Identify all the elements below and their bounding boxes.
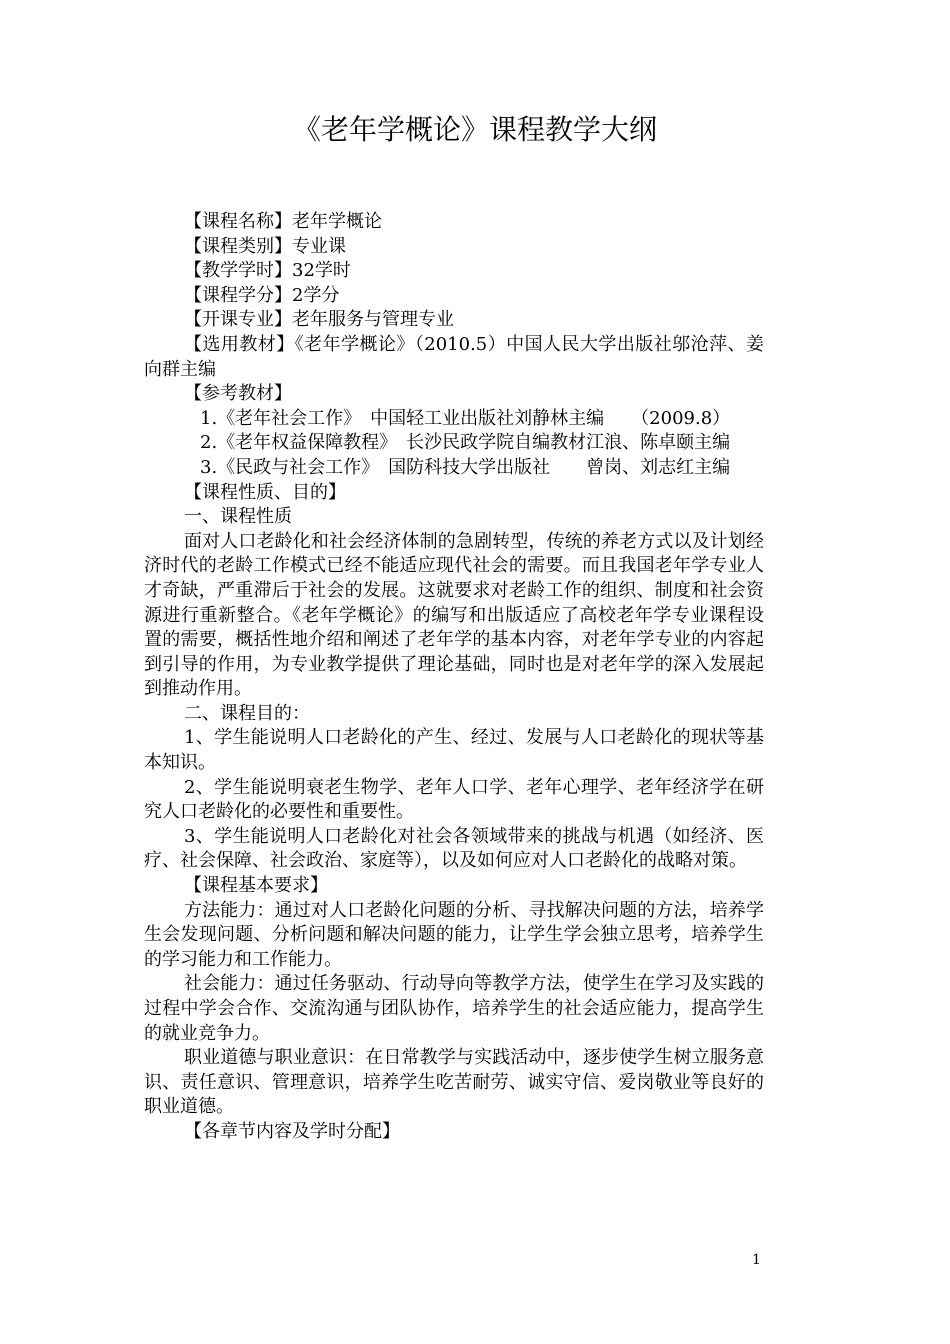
nature-heading: 【课程性质、目的】 <box>184 481 346 503</box>
reference-item: 2.《老年权益保障教程》 长沙民政学院自编教材江浪、陈卓颐主编 <box>200 432 731 454</box>
requirement-ethics: 职业道德与职业意识：在日常教学与实践活动中，逐步使学生树立服务意识、责任意识、管理意识，培养学生吃苦耐劳、诚实守信、爱岗敬业等良好的职业道德。 <box>144 1047 764 1118</box>
requirements-heading: 【课程基本要求】 <box>184 875 328 897</box>
reference-item: 1.《老年社会工作》 中国轻工业出版社刘静林主编 （2009.8） <box>200 407 731 429</box>
requirement-method: 方法能力：通过对人口老龄化问题的分析、寻找解决问题的方法，培养学生会发现问题、分析问题和解决问题的能力，让学生学会独立思考，培养学生的学习能力和工作能力。 <box>144 899 764 970</box>
reference-heading: 【参考教材】 <box>184 383 292 405</box>
goal-item: 2、学生能说明衰老生物学、老年人口学、老年心理学、老年经济学在研究人口老龄化的必要性和重要性。 <box>144 776 764 823</box>
course-credits: 【课程学分】2学分 <box>184 284 340 306</box>
page-number: 1 <box>752 1252 761 1268</box>
document-body <box>144 210 764 1145</box>
nature-paragraph: 面对人口老龄化和社会经济体制的急剧转型，传统的养老方式以及计划经济时代的老龄工作模式已经不能适应现代社会的需要。而且我国老年学专业人才奇缺，严重滞后于社会的发展。这就要求对老龄工作的组织、制度和社会资源进行重新整合。《老年学概论》的编写和出版适应了高校老年学专业课程设置的需要，概括性地介绍和阐述了老年学的基本内容，对老年学专业的内容起到引导的作用，为专业教学提供了理论基础，同时也是对老年学的深入发展起到推动作用。 <box>144 530 764 700</box>
chapters-heading: 【各章节内容及学时分配】 <box>184 1120 400 1142</box>
requirement-social: 社会能力：通过任务驱动、行动导向等教学方法，使学生在学习及实践的过程中学会合作、交流沟通与团队协作，培养学生的社会适应能力，提高学生的就业竞争力。 <box>144 973 764 1044</box>
goal-subheading: 二、课程目的： <box>184 702 310 724</box>
course-name: 【课程名称】老年学概论 <box>184 211 382 232</box>
course-hours: 【教学学时】32学时 <box>184 260 351 282</box>
nature-subheading: 一、课程性质 <box>184 506 292 528</box>
course-type: 【课程类别】专业课 <box>184 235 346 257</box>
course-major: 【开课专业】老年服务与管理专业 <box>184 309 454 331</box>
goal-item: 3、学生能说明人口老龄化对社会各领域带来的挑战与机遇（如经济、医疗、社会保障、社会政治、家庭等），以及如何应对人口老龄化的战略对策。 <box>144 825 764 872</box>
course-textbook: 【选用教材】《老年学概论》（2010.5）中国人民大学出版社邬沧萍、姜向群主编 <box>144 333 764 380</box>
reference-item: 3.《民政与社会工作》 国防科技大学出版社 曾岗、刘志红主编 <box>200 456 731 478</box>
goal-item: 1、学生能说明人口老龄化的产生、经过、发展与人口老龄化的现状等基本知识。 <box>144 727 764 774</box>
document-title: 《老年学概论》课程教学大纲 <box>292 113 657 146</box>
